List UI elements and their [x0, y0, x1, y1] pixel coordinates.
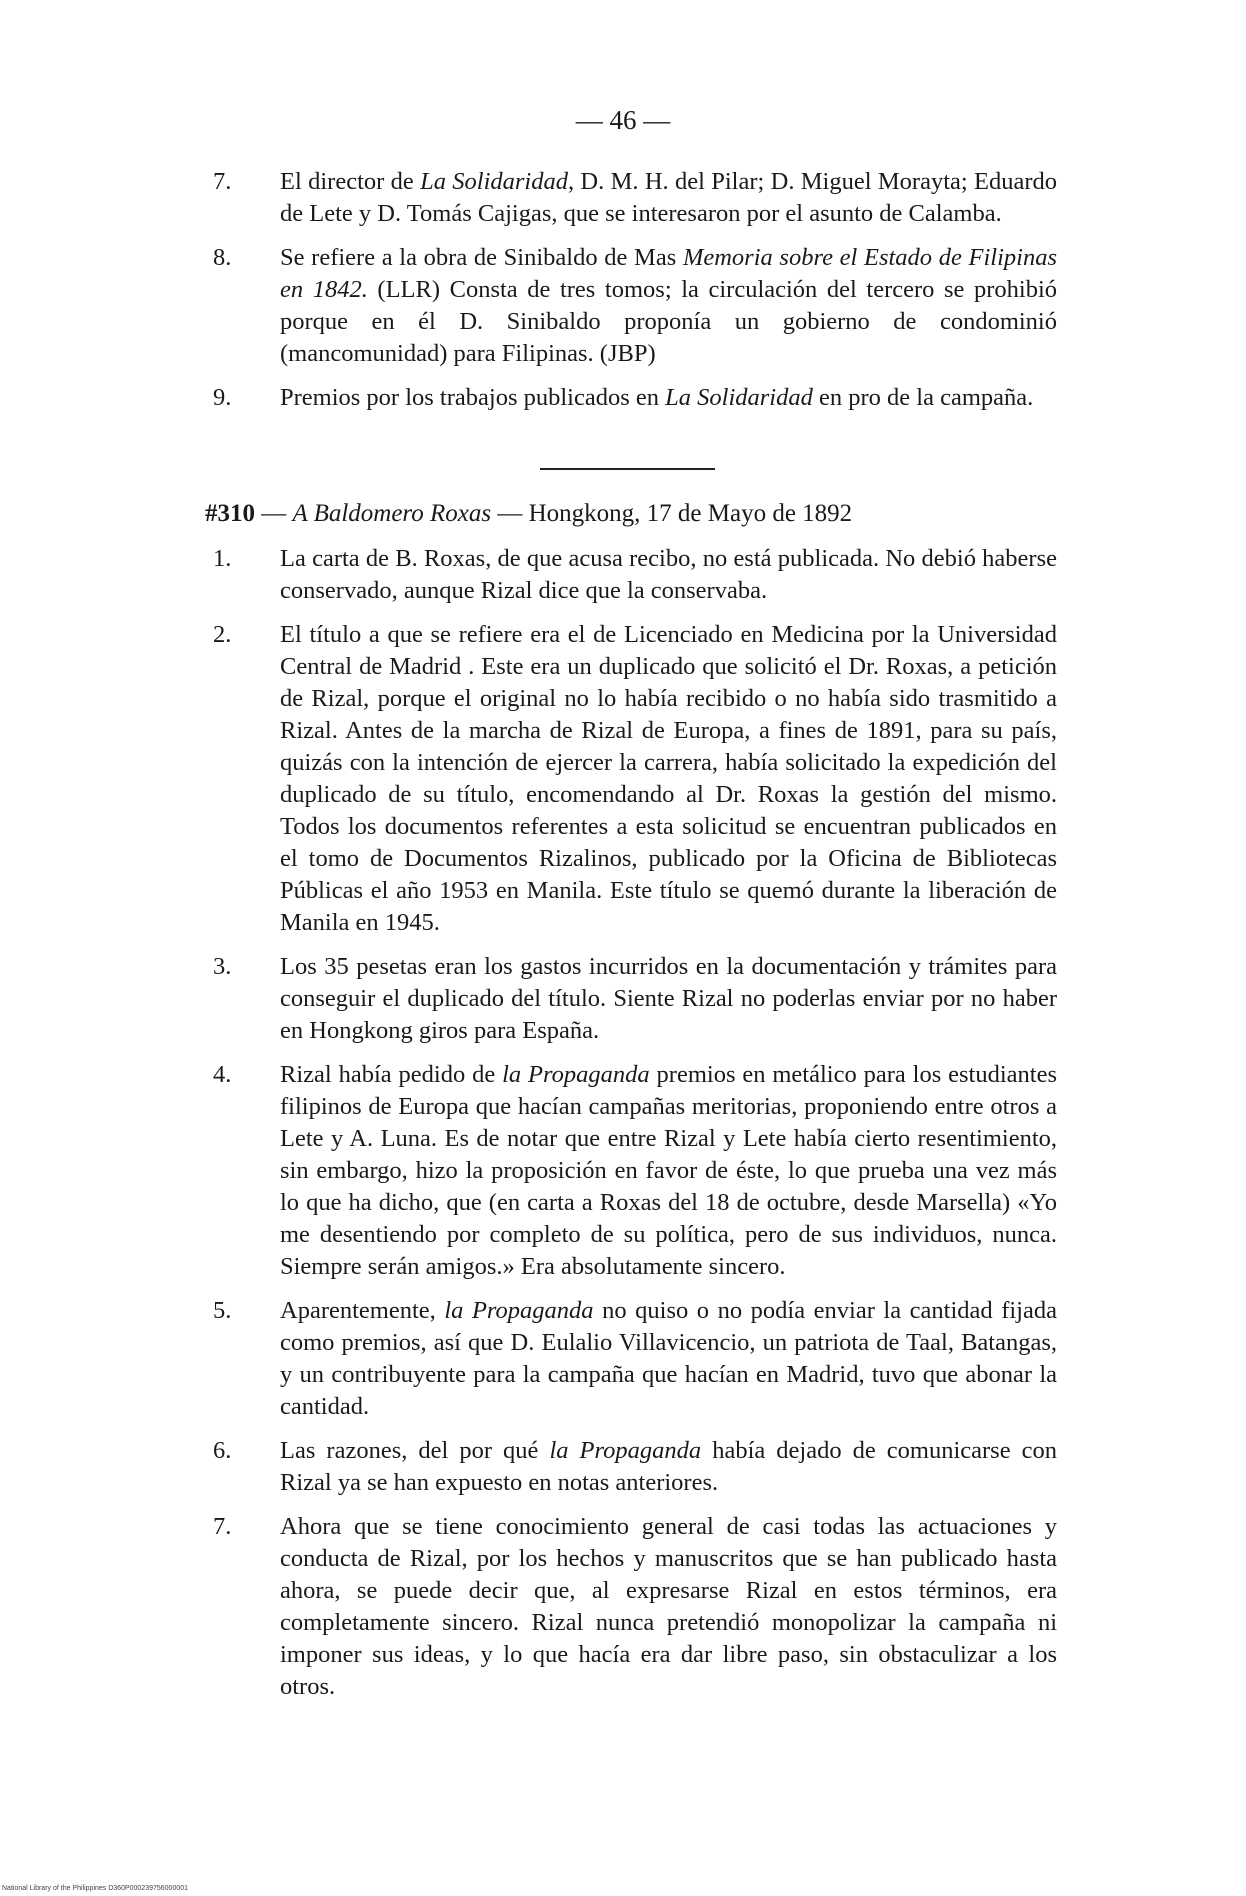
- footnote-text: La carta de B. Roxas, de que acusa recibo, no está publicada. No debió haberse conservado, aunque Rizal dice que la conservaba.: [280, 545, 1057, 604]
- footnote-text: El director de: [280, 168, 421, 195]
- footnote-number: 5.: [213, 1297, 232, 1324]
- footnote: [205, 1511, 1057, 1703]
- footnote: [205, 1295, 1057, 1423]
- footnote-title-text: la Propaganda: [549, 1437, 702, 1464]
- footnote-text: premios en metálico para los estudiantes filipinos de Europa que hacían campañas meritorias, proponiendo entre otros a Lete y A. Luna. Es de notar que entre Rizal y Lete había cierto resentimiento, sin embargo, hizo la proposición en favor de éste, lo que prueba una vez más lo que ha dicho, que (en carta a Roxas del 18 de octubre, desde Marsella) «Yo me desentiendo por completo de su política, pero de sus individuos, nunca. Siempre serán amigos.» Era absolutamente sincero.: [280, 1061, 1057, 1280]
- footnote-title-text: La Solidaridad: [420, 168, 568, 195]
- footnote-text: no quiso o no podía enviar la cantidad fijada como premios, así que D. Eulalio Villavicencio, un patriota de Taal, Batangas, y un contribuyente para la campaña que hacían en Madrid, tuvo que abonar la cantidad.: [280, 1297, 1057, 1420]
- footnote-text: Se refiere a la obra de Sinibaldo de Mas: [280, 244, 683, 271]
- footnote-number: 8.: [213, 244, 232, 271]
- section-divider: [540, 468, 715, 470]
- footnote-title-text: la Propaganda: [444, 1297, 594, 1324]
- footnote-number: 1.: [213, 545, 232, 572]
- letter-number: #310: [205, 500, 255, 527]
- footnote-number: 6.: [213, 1437, 232, 1464]
- footnote-text: Aparentemente,: [280, 1297, 445, 1324]
- page-number: — 46 —: [575, 105, 671, 135]
- footnote-text: había dejado de comunicarse con Rizal ya se han expuesto en notas anteriores.: [280, 1437, 1057, 1496]
- footnote-text: Rizal había pedido de: [280, 1061, 503, 1088]
- footnote-number: 3.: [213, 953, 232, 980]
- letter-recipient: A Baldomero Roxas: [292, 500, 492, 527]
- footnote-text: Ahora que se tiene conocimiento general de casi todas las actuaciones y conducta de Rizal, por los hechos y manuscritos que se han publicado hasta ahora, se puede decir que, al expresarse Rizal en estos términos, era completamente sincero. Rizal nunca pretendió monopolizar la campaña ni imponer sus ideas, y lo que hacía era dar libre paso, sin obstaculizar a los otros.: [280, 1513, 1057, 1700]
- footnote-text: , D. M. H. del Pilar; D. Miguel Morayta; Eduardo de Lete y D. Tomás Cajigas, que se interesaron por el asunto de Calamba.: [280, 168, 1058, 227]
- footnote-number: 2.: [213, 621, 232, 648]
- footnote-text: en pro de la campaña.: [812, 384, 1034, 411]
- notes-list-bottom: [205, 543, 1057, 1715]
- letter-place-date: — Hongkong, 17 de Mayo de 1892: [491, 500, 853, 527]
- footnote: [205, 951, 1057, 1047]
- footnote-title-text: La Solidaridad: [665, 384, 813, 411]
- footnote-text: Premios por los trabajos publicados en: [280, 384, 666, 411]
- footer-credit: National Library of the Philippines D360P000239756000001: [2, 1885, 189, 1892]
- footnote: [205, 543, 1057, 607]
- notes-list-top: [205, 166, 1057, 426]
- letter-heading: [205, 498, 1057, 530]
- heading-dash: —: [255, 500, 293, 527]
- footnote-title-text: Memoria sobre el Estado de Filipinas en 1842.: [280, 244, 1057, 303]
- footnote-number: 9.: [213, 384, 232, 411]
- footnote: [205, 1059, 1057, 1283]
- footnote-number: 4.: [213, 1061, 232, 1088]
- footnote-text: (LLR) Consta de tres tomos; la circulación del tercero se prohibió porque en él D. Sinibaldo proponía un gobierno de condominió (mancomunidad) para Filipinas. (JBP): [280, 276, 1058, 367]
- footnote-text: Los 35 pesetas eran los gastos incurridos en la documentación y trámites para conseguir el duplicado del título. Siente Rizal no poderlas enviar por no haber en Hongkong giros para España.: [280, 953, 1057, 1044]
- footnote-text: Las razones, del por qué: [280, 1437, 550, 1464]
- footnote: [205, 382, 1057, 414]
- footnote-text: El título a que se refiere era el de Licenciado en Medicina por la Universidad Central de Madrid . Este era un duplicado que solicitó el Dr. Roxas, a petición de Rizal, porque el original no lo había recibido o no había sido trasmitido a Rizal. Antes de la marcha de Rizal de Europa, a fines de 1891, para su país, quizás con la intención de ejercer la carrera, había solicitado la expedición del duplicado de su título, encomendando al Dr. Roxas la gestión del mismo. Todos los documentos referentes a esta solicitud se encuentran publicados en el tomo de Documentos Rizalinos, publicado por la Oficina de Bibliotecas Públicas el año 1953 en Manila. Este título se quemó durante la liberación de Manila en 1945.: [280, 621, 1057, 936]
- footnote: [205, 619, 1057, 939]
- footnote-number: 7.: [213, 1513, 232, 1540]
- footnote: [205, 166, 1057, 230]
- footnote-number: 7.: [213, 168, 232, 195]
- footnote: [205, 242, 1057, 370]
- footnote: [205, 1435, 1057, 1499]
- footnote-title-text: la Propaganda: [502, 1061, 650, 1088]
